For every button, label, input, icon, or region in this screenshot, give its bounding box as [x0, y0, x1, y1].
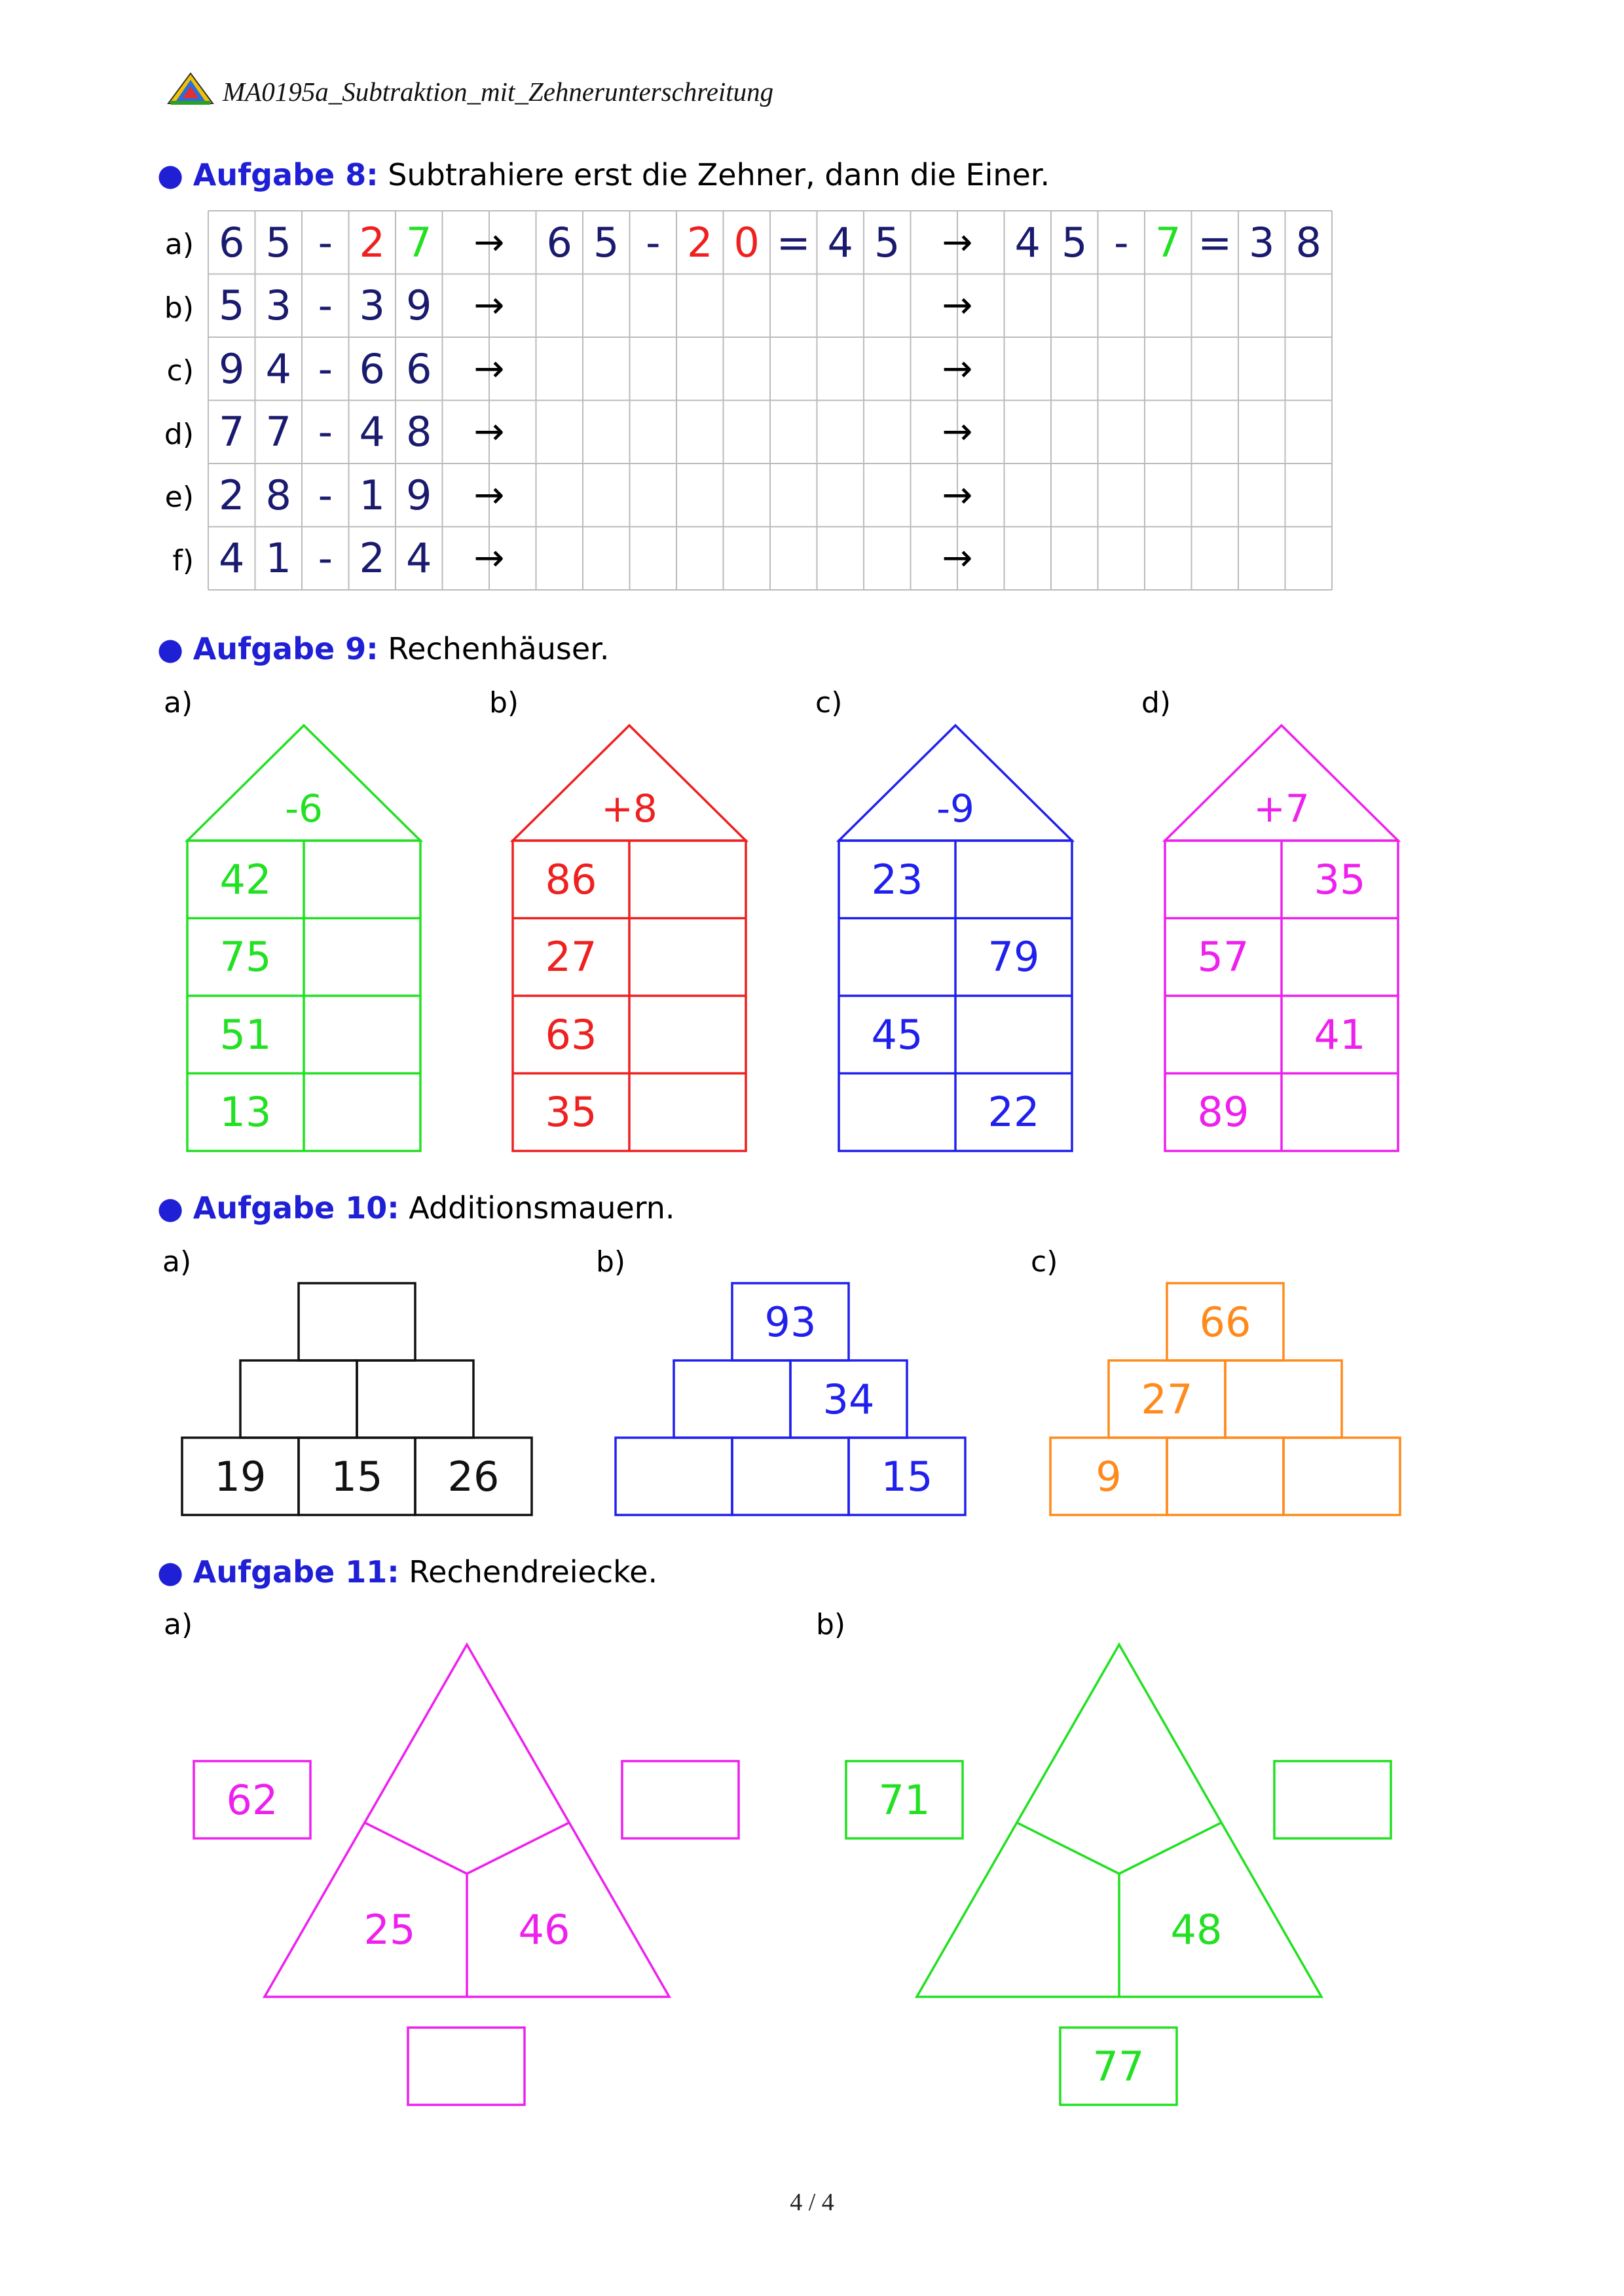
- arrow-icon: →: [473, 221, 505, 264]
- task9-house-label: b): [489, 686, 519, 720]
- arrow-icon: →: [942, 221, 973, 264]
- task8-instruction: Subtrahiere erst die Zehner, dann die Einer.: [388, 157, 1050, 192]
- task8-expr-digit: 7: [219, 408, 245, 456]
- task9-house-label: d): [1141, 686, 1172, 720]
- task8-step1-char: =: [776, 218, 811, 266]
- house-operator: +7: [1253, 786, 1310, 831]
- task8-expr-digit: 8: [406, 408, 432, 456]
- house-number: 27: [545, 933, 597, 981]
- bullet-icon: ●: [157, 1190, 184, 1226]
- house-number: 22: [987, 1088, 1040, 1137]
- arrow-icon: →: [473, 410, 505, 454]
- bullet-icon: ●: [157, 157, 184, 192]
- task8-step2-char: 4: [1014, 218, 1041, 266]
- task8-expr-digit: 6: [406, 344, 432, 393]
- triangle-divider: [1119, 1823, 1221, 1874]
- arrow-icon: →: [942, 347, 973, 390]
- bullet-icon: ●: [157, 631, 184, 666]
- task9-house-label: a): [164, 686, 193, 720]
- task8-expr-digit: 6: [359, 344, 385, 393]
- task8-expr-digit: -: [318, 282, 333, 330]
- arrow-icon: →: [473, 284, 505, 327]
- task8-expr-digit: 4: [406, 534, 432, 583]
- task8-step2-char: =: [1198, 218, 1232, 266]
- task8-step1-char: 0: [733, 218, 760, 266]
- task8-expr-digit: 5: [265, 218, 291, 266]
- task8-expr-digit: 9: [406, 471, 432, 519]
- house-number: 75: [219, 933, 272, 981]
- house-number: 35: [1314, 855, 1366, 903]
- task9-label: Aufgabe 9:: [193, 631, 378, 666]
- task8-expr-digit: 7: [265, 408, 291, 456]
- arrow-icon: →: [473, 473, 505, 517]
- arrow-icon: →: [942, 284, 973, 327]
- triangle-inner-number: 48: [1170, 1905, 1223, 1954]
- task8-step2-char: 3: [1249, 218, 1275, 266]
- triangle-answer-box[interactable]: [622, 1761, 739, 1838]
- task8-expr-digit: 7: [406, 218, 432, 266]
- task8-step1-char: 4: [827, 218, 853, 266]
- task8-expr-digit: -: [318, 408, 333, 456]
- wall-number: 34: [822, 1375, 875, 1423]
- task8-step1-char: 2: [687, 218, 713, 266]
- task8-step1-char: -: [646, 218, 661, 266]
- task8-row-label: a): [164, 228, 194, 261]
- task9-house-label: c): [815, 686, 843, 720]
- wall-number: 26: [447, 1452, 500, 1501]
- triangle-divider: [467, 1823, 569, 1874]
- task8-expr-digit: 4: [359, 408, 385, 456]
- house-operator: -6: [285, 786, 323, 831]
- task8-expr-digit: 5: [219, 282, 245, 330]
- task8-step2-char: 8: [1295, 218, 1321, 266]
- task8-expr-digit: 2: [359, 534, 385, 583]
- wall-number: 66: [1199, 1298, 1251, 1346]
- house-number: 89: [1197, 1088, 1249, 1137]
- wall-number: 27: [1141, 1375, 1193, 1423]
- house-number: 57: [1197, 933, 1249, 981]
- task8-expr-digit: 4: [219, 534, 245, 583]
- house-number: 86: [545, 855, 597, 903]
- page-number: 4 / 4: [790, 2189, 834, 2216]
- house-number: 51: [219, 1010, 272, 1059]
- task8-expr-digit: -: [318, 218, 333, 266]
- triangle-box-number: 62: [226, 1776, 278, 1824]
- triangle-box-number: 77: [1092, 2042, 1145, 2090]
- task10-label: Aufgabe 10:: [193, 1190, 399, 1226]
- arrow-icon: →: [942, 473, 973, 517]
- task8-expr-digit: 1: [359, 471, 385, 519]
- task8-expr-digit: 3: [359, 282, 385, 330]
- task9-instruction: Rechenhäuser.: [388, 631, 610, 666]
- task8-row-label: f): [172, 543, 194, 577]
- task8-expr-digit: 6: [219, 218, 245, 266]
- task8-step2-char: -: [1114, 218, 1129, 266]
- task8-row-label: b): [164, 291, 194, 325]
- task8-expr-digit: 2: [359, 218, 385, 266]
- wall-number: 93: [764, 1298, 817, 1346]
- task8-row-label: e): [164, 481, 194, 514]
- house-number: 42: [219, 855, 272, 903]
- task8-step1-char: 5: [874, 218, 900, 266]
- house-operator: -9: [936, 786, 974, 831]
- wall-number: 19: [214, 1452, 267, 1501]
- house-number: 13: [219, 1088, 272, 1137]
- arrow-icon: →: [473, 347, 505, 390]
- task11-triangle-label: b): [816, 1608, 846, 1641]
- document-title: MA0195a_Subtraktion_mit_Zehnerunterschreitung: [223, 77, 774, 107]
- task8-expr-digit: 3: [265, 282, 291, 330]
- house-number: 35: [545, 1088, 597, 1137]
- task11-label: Aufgabe 11:: [193, 1554, 399, 1590]
- wall-number: 9: [1096, 1452, 1122, 1501]
- task10-wall-label: b): [596, 1245, 626, 1279]
- house-operator: +8: [601, 786, 657, 831]
- task10-wall-label: c): [1031, 1245, 1058, 1279]
- wall-number: 15: [331, 1452, 383, 1501]
- task10-instruction: Additionsmauern.: [409, 1190, 675, 1226]
- triangle-answer-box[interactable]: [408, 2028, 525, 2105]
- triangle-inner-number: 25: [363, 1905, 416, 1954]
- bullet-icon: ●: [157, 1554, 184, 1590]
- task8-expr-digit: -: [318, 344, 333, 393]
- task8-expr-digit: 2: [219, 471, 245, 519]
- task8-expr-digit: -: [318, 534, 333, 583]
- triangle-divider: [365, 1823, 467, 1874]
- task8-label: Aufgabe 8:: [193, 157, 378, 192]
- task8-expr-digit: 4: [265, 344, 291, 393]
- task8-step1-char: 6: [546, 218, 572, 266]
- task8-row-label: c): [166, 354, 194, 388]
- house-number: 41: [1314, 1010, 1366, 1059]
- task8-step2-char: 5: [1061, 218, 1088, 266]
- triangle-divider: [1017, 1823, 1119, 1874]
- triangle-answer-box[interactable]: [1274, 1761, 1391, 1838]
- arrow-icon: →: [942, 537, 973, 580]
- task8-expr-digit: 9: [406, 282, 432, 330]
- arrow-icon: →: [473, 537, 505, 580]
- triangle-box-number: 71: [878, 1776, 931, 1824]
- task8-expr-digit: 8: [265, 471, 291, 519]
- house-number: 23: [871, 855, 923, 903]
- triangle-inner-answer[interactable]: [999, 1893, 1084, 1965]
- house-number: 79: [987, 933, 1040, 981]
- house-number: 63: [545, 1010, 597, 1059]
- task8-row-label: d): [164, 417, 194, 451]
- task8-step2-char: 7: [1155, 218, 1181, 266]
- task8-step1-char: 5: [593, 218, 619, 266]
- task11-triangle-label: a): [164, 1608, 193, 1641]
- triangle-inner-number: 46: [518, 1905, 570, 1954]
- house-number: 45: [871, 1010, 923, 1059]
- task8-expr-digit: 9: [219, 344, 245, 393]
- wall-number: 15: [881, 1452, 933, 1501]
- task8-expr-digit: 1: [265, 534, 291, 583]
- task8-expr-digit: -: [318, 471, 333, 519]
- arrow-icon: →: [942, 410, 973, 454]
- task11-instruction: Rechendreiecke.: [409, 1554, 658, 1590]
- task10-wall-label: a): [162, 1245, 192, 1279]
